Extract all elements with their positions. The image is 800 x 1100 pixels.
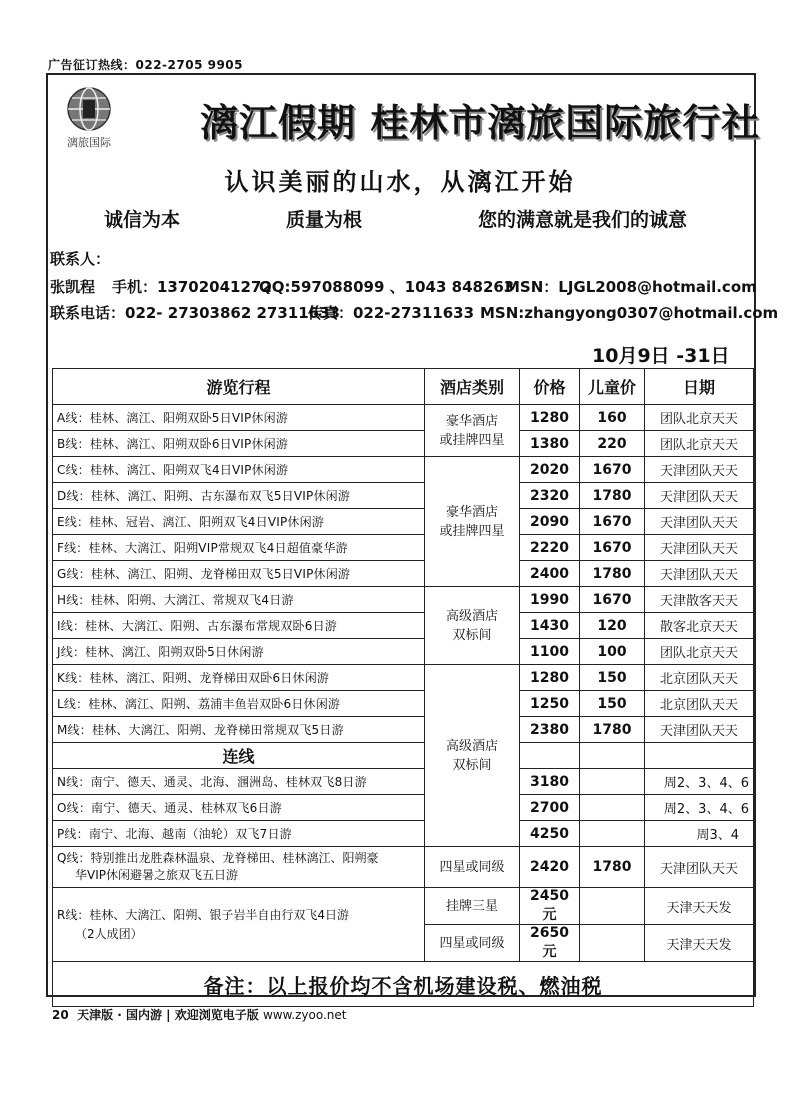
col-header-child-price: 儿童价 [580, 369, 645, 405]
table-row [53, 847, 754, 888]
itinerary-cell: J线：桂林、漓江、阳朔双卧5日休闲游 [53, 639, 425, 665]
ad-hotline: 广告征订热线：022-2705 9905 [48, 58, 244, 72]
table-row [53, 561, 754, 587]
child-price-cell: 1780 [580, 717, 645, 743]
date-range: 10月9日 -31日 [592, 345, 730, 367]
hotel-cell: 四星或同级 [425, 847, 520, 888]
itinerary-cell: H线：桂林、阳朔、大漓江、常规双飞4日游 [53, 587, 425, 613]
hotel-group-cell: 豪华酒店 或挂牌四星 [425, 457, 520, 587]
motto-integrity: 诚信为本 [104, 209, 181, 231]
col-header-price: 价格 [520, 369, 580, 405]
date-cell: 北京团队天天 [645, 665, 754, 691]
contact-label: 联系人： [50, 250, 111, 268]
contact-fax: 传真：022-27311633 [308, 304, 475, 322]
date-cell: 周2、3、4、6 [645, 795, 754, 821]
itinerary-cell: Q线：特别推出龙胜森林温泉、龙脊梯田、桂林漓江、阳朔豪 华VIP休闲避暑之旅双飞五日游 [53, 847, 425, 888]
price-cell: 2450元 [520, 888, 580, 925]
table-row [53, 405, 754, 431]
page-number: 20 [52, 1008, 69, 1022]
child-price-cell: 220 [580, 431, 645, 457]
col-header-date: 日期 [645, 369, 754, 405]
itinerary-cell: B线：桂林、漓江、阳朔双卧6日VIP休闲游 [53, 431, 425, 457]
page-footer [52, 1006, 347, 1023]
footer-separator: | [166, 1008, 171, 1022]
price-cell: 1280 [520, 405, 580, 431]
price-cell: 2090 [520, 509, 580, 535]
child-price-cell [580, 888, 645, 925]
table-row [53, 613, 754, 639]
price-cell: 2020 [520, 457, 580, 483]
price-cell: 1430 [520, 613, 580, 639]
child-price-cell: 100 [580, 639, 645, 665]
itinerary-cell: E线：桂林、冠岩、漓江、阳朔双飞4日VIP休闲游 [53, 509, 425, 535]
table-row [53, 483, 754, 509]
price-cell: 2420 [520, 847, 580, 888]
contact-mobile: 手机：13702041272 [112, 278, 272, 296]
price-cell: 1990 [520, 587, 580, 613]
child-price-cell: 1670 [580, 457, 645, 483]
welcome-text: 欢迎浏览电子版 [174, 1008, 259, 1022]
col-header-itinerary: 游览行程 [53, 369, 425, 405]
hotel-group-cell: 豪华酒店 或挂牌四星 [425, 405, 520, 457]
itinerary-cell: R线：桂林、大漓江、阳朔、银子岩半自由行双飞4日游 （2人成团） [53, 888, 425, 962]
price-cell: 2650元 [520, 925, 580, 962]
section-row [53, 743, 754, 769]
price-cell: 2220 [520, 535, 580, 561]
date-cell: 散客北京天天 [645, 613, 754, 639]
child-price-cell: 1670 [580, 587, 645, 613]
itinerary-cell: I线：桂林、大漓江、阳朔、古东瀑布常规双卧6日游 [53, 613, 425, 639]
website-link[interactable]: www.zyoo.net [262, 1008, 347, 1022]
itinerary-cell: D线：桂林、漓江、阳朔、古东瀑布双飞5日VIP休闲游 [53, 483, 425, 509]
price-cell: 1100 [520, 639, 580, 665]
empty-cell [520, 743, 580, 769]
price-cell: 1280 [520, 665, 580, 691]
table-row [53, 509, 754, 535]
date-cell: 天津团队天天 [645, 509, 754, 535]
contact-phone: 联系电话：022- 27303862 27311633 [50, 304, 340, 322]
itinerary-cell: L线：桂林、漓江、阳朔、荔浦丰鱼岩双卧6日休闲游 [53, 691, 425, 717]
price-cell: 1250 [520, 691, 580, 717]
date-cell: 天津天天发 [645, 888, 754, 925]
empty-cell [580, 743, 645, 769]
price-cell: 2320 [520, 483, 580, 509]
contact-name: 张凯程 [50, 278, 96, 296]
itinerary-cell: F线：桂林、大漓江、阳朔VIP常规双飞4日超值豪华游 [53, 535, 425, 561]
date-cell: 团队北京天天 [645, 431, 754, 457]
date-cell: 周3、4 [645, 821, 754, 847]
price-cell: 2380 [520, 717, 580, 743]
itinerary-cell: N线：南宁、德天、通灵、北海、涠洲岛、桂林双飞8日游 [53, 769, 425, 795]
child-price-cell: 1670 [580, 509, 645, 535]
date-cell: 天津团队天天 [645, 457, 754, 483]
price-cell: 4250 [520, 821, 580, 847]
hotel-group-cell: 高级酒店 双标间 [425, 587, 520, 665]
table-row [53, 888, 754, 925]
child-price-cell: 1780 [580, 483, 645, 509]
date-cell: 天津散客天天 [645, 587, 754, 613]
date-cell: 天津团队天天 [645, 561, 754, 587]
globe-logo-icon [66, 86, 112, 132]
note-row [53, 962, 754, 1007]
slogan: 认识美丽的山水，从漓江开始 [224, 167, 576, 196]
child-price-cell: 150 [580, 665, 645, 691]
child-price-cell [580, 795, 645, 821]
price-cell: 2700 [520, 795, 580, 821]
price-note: 备注：以上报价均不含机场建设税、燃油税 [53, 962, 754, 1007]
price-table [52, 368, 754, 1007]
child-price-cell [580, 925, 645, 962]
hotel-cell: 四星或同级 [425, 925, 520, 962]
hotel-group-cell: 高级酒店 双标间 [425, 665, 520, 847]
table-row [53, 821, 754, 847]
itinerary-cell: P线：南宁、北海、越南（油轮）双飞7日游 [53, 821, 425, 847]
price-cell: 3180 [520, 769, 580, 795]
contact-qq: QQ:597088099 、1043 848263 [259, 278, 515, 296]
hotel-cell: 挂牌三星 [425, 888, 520, 925]
table-row [53, 795, 754, 821]
logo-text: 漓旅国际 [67, 136, 111, 149]
contact-msn: MSN：LJGL2008@hotmail.com [505, 278, 757, 296]
price-cell: 1380 [520, 431, 580, 457]
itinerary-cell: K线：桂林、漓江、阳朔、龙脊梯田双卧6日休闲游 [53, 665, 425, 691]
motto-quality: 质量为根 [286, 209, 363, 231]
itinerary-cell: O线：南宁、德天、通灵、桂林双飞6日游 [53, 795, 425, 821]
edition-label: 天津版 · 国内游 [77, 1008, 162, 1022]
table-row [53, 639, 754, 665]
col-header-hotel: 酒店类别 [425, 369, 520, 405]
table-row [53, 665, 754, 691]
itinerary-cell: C线：桂林、漓江、阳朔双飞4日VIP休闲游 [53, 457, 425, 483]
agency-logo [58, 86, 120, 150]
table-row [53, 717, 754, 743]
date-cell: 天津团队天天 [645, 535, 754, 561]
child-price-cell: 1670 [580, 535, 645, 561]
itinerary-cell: A线：桂林、漓江、阳朔双卧5日VIP休闲游 [53, 405, 425, 431]
table-row [53, 457, 754, 483]
table-row [53, 587, 754, 613]
date-cell: 天津团队天天 [645, 483, 754, 509]
contact-msn-2: MSN:zhangyong0307@hotmail.com [480, 304, 779, 322]
date-cell: 周2、3、4、6 [645, 769, 754, 795]
table-row [53, 691, 754, 717]
date-cell: 天津天天发 [645, 925, 754, 962]
table-row [53, 535, 754, 561]
child-price-cell: 150 [580, 691, 645, 717]
itinerary-cell: G线：桂林、漓江、阳朔、龙脊梯田双飞5日VIP休闲游 [53, 561, 425, 587]
contact-line-2 [50, 302, 778, 323]
empty-cell [645, 743, 754, 769]
agency-title: 漓江假期 桂林市漓旅国际旅行社 [200, 101, 761, 145]
itinerary-cell: M线：桂林、大漓江、阳朔、龙脊梯田常规双飞5日游 [53, 717, 425, 743]
section-label-connecting: 连线 [53, 743, 425, 769]
date-cell: 团队北京天天 [645, 405, 754, 431]
contact-line-1 [50, 276, 757, 297]
child-price-cell: 160 [580, 405, 645, 431]
child-price-cell: 1780 [580, 847, 645, 888]
price-cell: 2400 [520, 561, 580, 587]
date-cell: 北京团队天天 [645, 691, 754, 717]
table-row [53, 769, 754, 795]
child-price-cell [580, 821, 645, 847]
table-row [53, 431, 754, 457]
child-price-cell: 120 [580, 613, 645, 639]
child-price-cell [580, 769, 645, 795]
table-header-row [53, 369, 754, 405]
date-cell: 天津团队天天 [645, 717, 754, 743]
date-cell: 天津团队天天 [645, 847, 754, 888]
child-price-cell: 1780 [580, 561, 645, 587]
date-cell: 团队北京天天 [645, 639, 754, 665]
motto-satisfaction: 您的满意就是我们的诚意 [478, 209, 688, 231]
